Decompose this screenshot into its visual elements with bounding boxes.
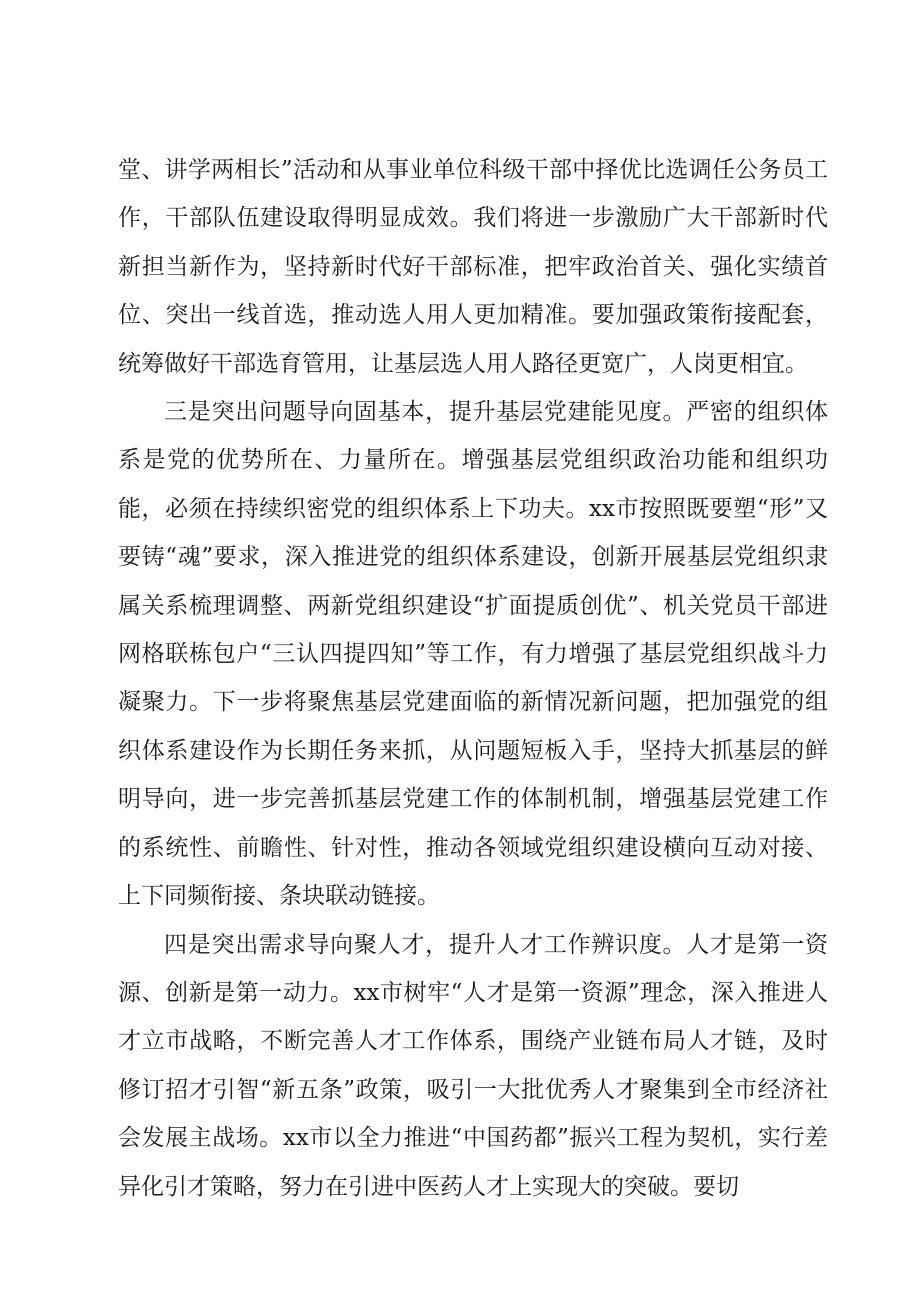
paragraph-3	[118, 921, 828, 1211]
paragraph-3-text: 四是突出需求导向聚人才，提升人才工作辨识度。人才是第一资源、创新是第一动力。xx市树牢“人才是第一资源”理念，深入推进人才立市战略，不断完善人才工作体系，围绕产业链布局人才链，及时修订招才引智“新五条”政策，吸引一大批优秀人才聚集到全市经济社会发展主战场。xx市以全力推进“中国药都”振兴工程为契机，实行差异化引才策略，努力在引进中医药人才上实现大的突破。要切	[118, 931, 828, 1200]
paragraph-1	[118, 146, 828, 388]
paragraph-1-text: 堂、讲学两相长”活动和从事业单位科级干部中择优比选调任公务员工作，干部队伍建设取得明显成效。我们将进一步激励广大干部新时代新担当新作为，坚持新时代好干部标准，把牢政治首关、强化实绩首位、突出一线首选，推动选人用人更加精准。要加强政策衔接配套，统筹做好干部选育管用，让基层选人用人路径更宽广，人岗更相宜。	[118, 157, 828, 377]
paragraph-2-text: 三是突出问题导向固基本，提升基层党建能见度。严密的组织体系是党的优势所在、力量所在。增强基层党组织政治功能和组织功能，必须在持续织密党的组织体系上下功夫。xx市按照既要塑“形”又要铸“魂”要求，深入推进党的组织体系建设，创新开展基层党组织隶属关系梳理调整、两新党组织建设“扩面提质创优”、机关党员干部进网格联栋包户“三认四提四知”等工作，有力增强了基层党组织战斗力凝聚力。下一步将聚焦基层党建面临的新情况新问题，把加强党的组织体系建设作为长期任务来抓，从问题短板入手，坚持大抓基层的鲜明导向，进一步完善抓基层党建工作的体制机制，增强基层党建工作的系统性、前瞻性、针对性，推动各领域党组织建设横向互动对接、上下同频衔接、条块联动链接。	[118, 399, 828, 910]
paragraph-2	[118, 388, 828, 920]
document-body	[118, 146, 828, 1211]
